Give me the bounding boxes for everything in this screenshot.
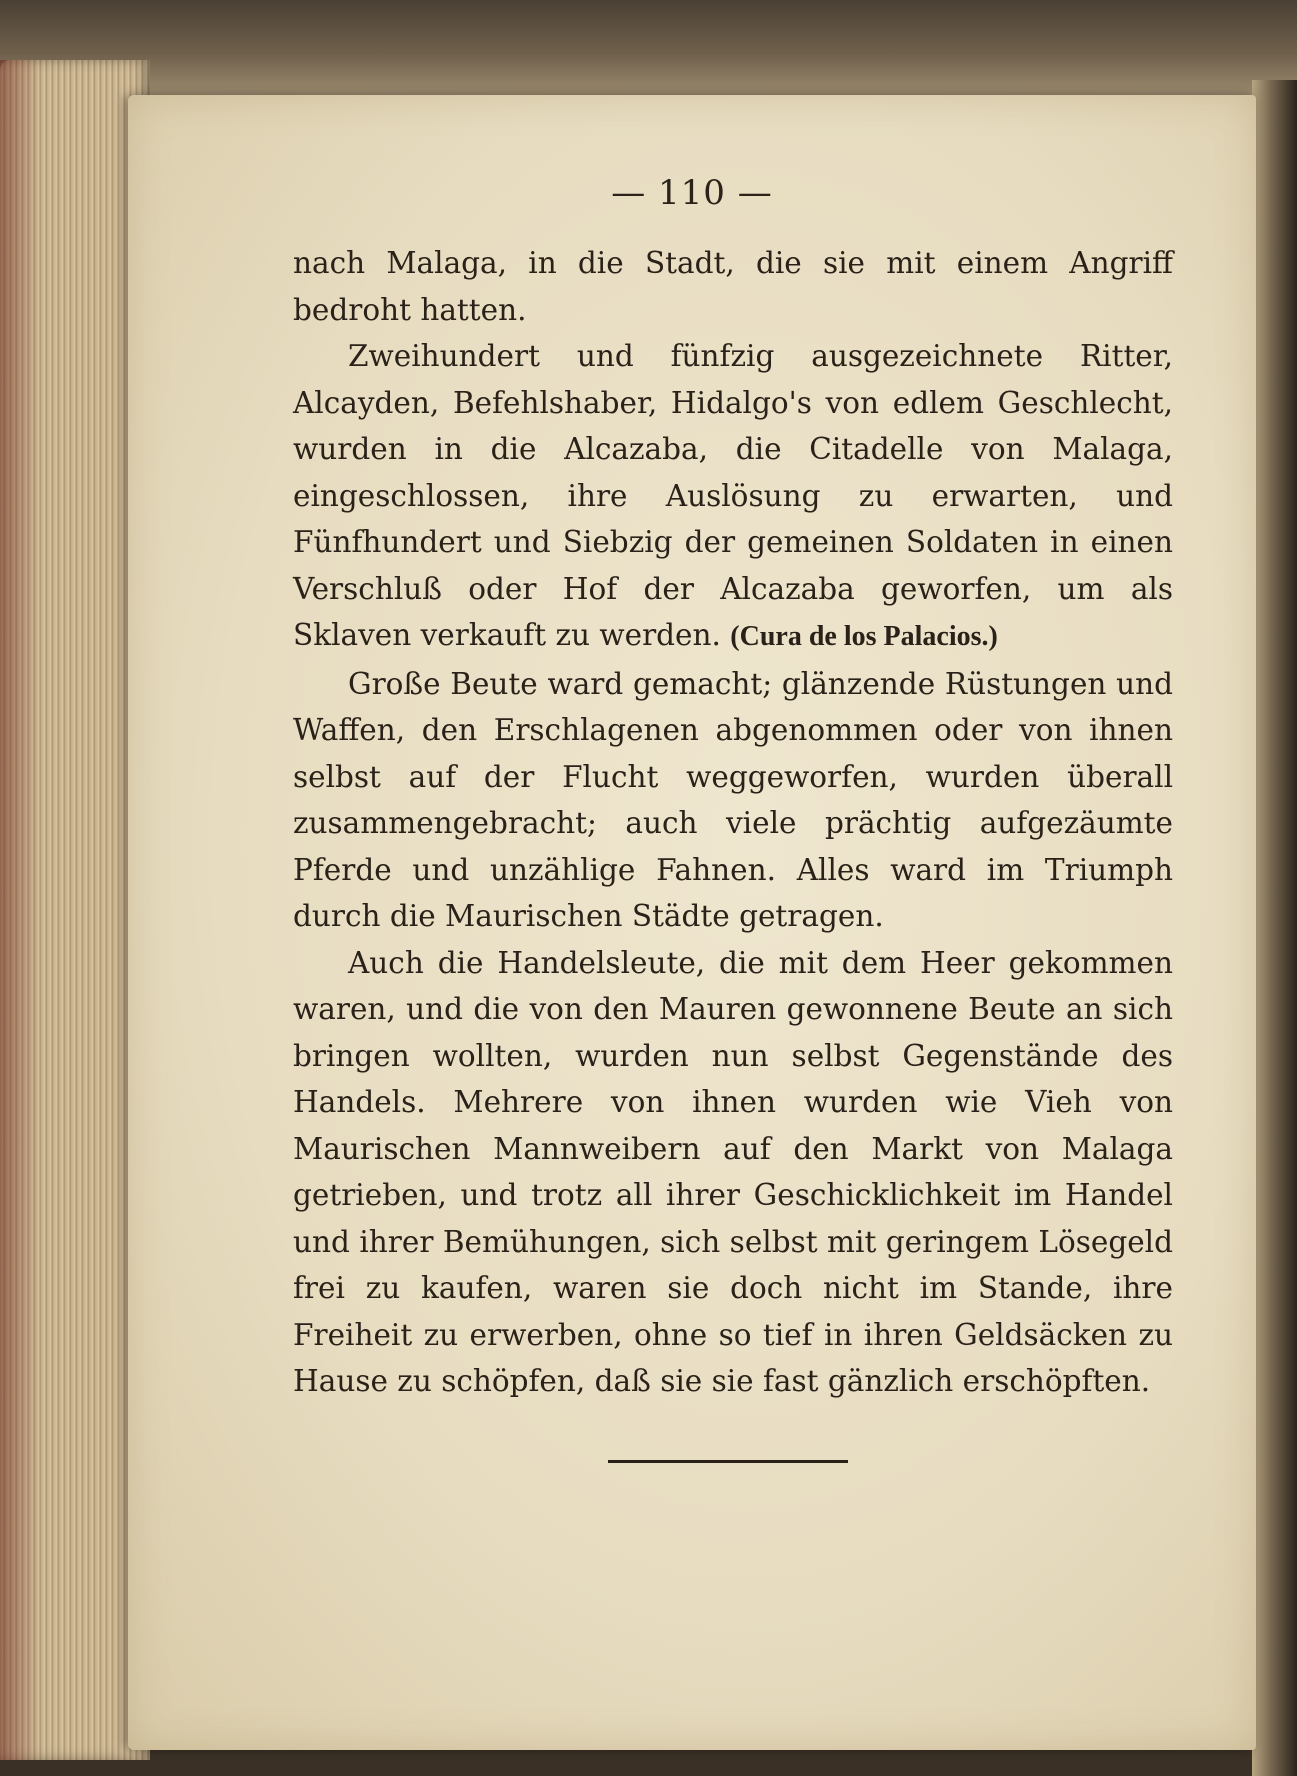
end-rule (608, 1460, 848, 1463)
paragraph-3: Große Beute ward gemacht; glänzende Rüstungen und Waffen, den Erschlagenen abgenommen oder von ihnen selbst auf der Flucht weggeworfen, wurden überall zusammengebracht; auch viele prächtig aufgezäumte Pferde und unzählige Fahnen. Alles ward im Triumph durch die Maurischen Städte getragen. (293, 666, 1173, 933)
page-number: — 110 — (611, 173, 773, 213)
paragraph-4: Auch die Handelsleute, die mit dem Heer gekommen waren, und die von den Mauren gewonnene Beute an sich bringen wollten, wurden nun selbst Gegenstände des Handels. Mehrere von ihnen wurden wie Vieh von Maurischen Mannweibern auf den Markt von Malaga getrieben, und trotz all ihrer Geschicklichkeit im Handel und ihrer Bemühungen, sich selbst mit geringem Lösegeld frei zu kaufen, waren sie doch nicht im Stande, ihre Freiheit zu erwerben, ohne so tief in ihren Geldsäcken zu Hause zu schöpfen, daß sie sie fast gänzlich erschöpften. (293, 945, 1173, 1398)
paragraph-2 (293, 333, 1173, 661)
book-top-edge (0, 0, 1297, 95)
paragraph-1: nach Malaga, in die Stadt, die sie mit einem Angriff bedroht hatten. (293, 246, 1173, 327)
body-text (293, 240, 1173, 1405)
book-page (128, 95, 1256, 1750)
citation: (Cura de los Palacios.) (730, 621, 998, 652)
paragraph-2-text: Zweihundert und fünfzig ausgezeichnete Ritter, Alcayden, Befehlshaber, Hidalgo's von edlem Geschlecht, wurden in die Alcazaba, die Citadelle von Malaga, eingeschlossen, ihre Auslösung zu erwarten, und Fünfhundert und Siebzig der gemeinen Soldaten in einen Verschluß oder Hof der Alcazaba geworfen, um als Sklaven verkauft zu werden. (293, 339, 1173, 652)
book-right-edge (1252, 80, 1297, 1776)
